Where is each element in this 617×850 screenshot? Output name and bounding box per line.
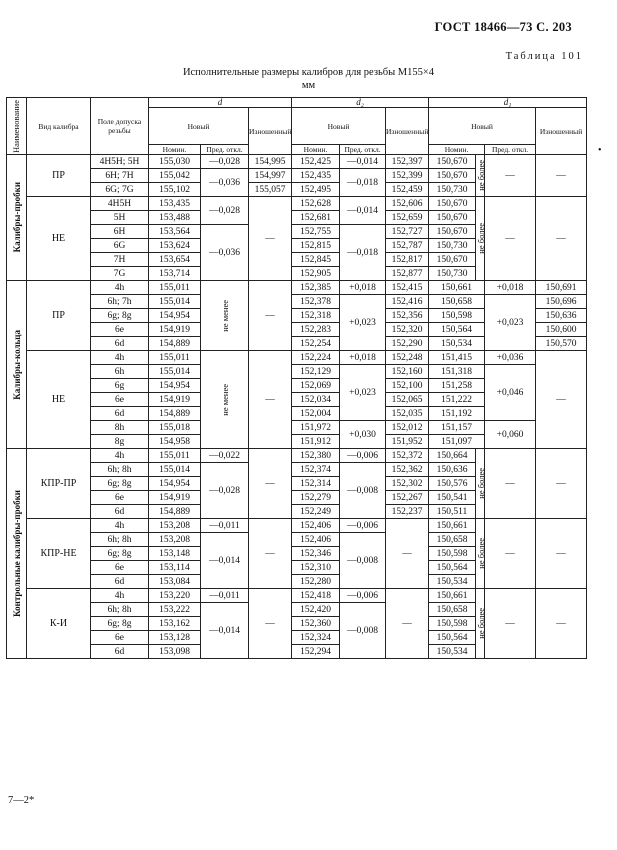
d2-lim-cell: —0,006 [340, 449, 386, 463]
tolerance-cell: 8h [91, 421, 149, 435]
d2-lim-cell: —0,008 [340, 603, 386, 659]
section-label: Контрольные калибры-пробки [11, 490, 22, 617]
d2-nom-cell: 152,314 [292, 477, 340, 491]
dash-cell: — [536, 589, 587, 659]
tolerance-cell: 4h [91, 449, 149, 463]
d2-lim-cell: —0,018 [340, 169, 386, 197]
d1-nom-cell: 150,670 [429, 169, 476, 183]
col-d2-header: d₂ [292, 98, 429, 108]
d2-worn-cell: 152,267 [386, 491, 429, 505]
d2-worn-cell: 152,320 [386, 323, 429, 337]
d1-nom-cell: 150,511 [429, 505, 476, 519]
dash-cell: — [249, 449, 292, 519]
page-footer: 7—2* [8, 795, 35, 806]
d-nom-cell: 153,488 [149, 211, 201, 225]
col-tolerance-header: Поле допуска резьбы [91, 98, 149, 155]
d2-worn-cell: 152,362 [386, 463, 429, 477]
note-not-more: не более [476, 223, 487, 254]
d2-worn-cell: 152,356 [386, 309, 429, 323]
d-nom-cell: 154,919 [149, 323, 201, 337]
table-row [7, 421, 587, 435]
d2-lim-cell: +0,018 [340, 351, 386, 365]
d2-nom-cell: 152,310 [292, 561, 340, 575]
d2-nom-cell: 152,004 [292, 407, 340, 421]
title-units: мм [301, 80, 316, 91]
d1-worn-cell: 150,696 [536, 295, 587, 309]
d1-lim-cell: +0,046 [485, 365, 536, 421]
gauge-kind: НЕ [27, 197, 91, 281]
d1-nom-cell: 151,222 [429, 393, 485, 407]
dash-cell: — [536, 197, 587, 281]
d2-nom-cell: 152,905 [292, 267, 340, 281]
tolerance-cell: 6G; 7G [91, 183, 149, 197]
d2-worn-cell: 152,100 [386, 379, 429, 393]
gauge-kind: ПР [27, 155, 91, 197]
d2-nom-cell: 152,294 [292, 645, 340, 659]
d2-worn-cell: 152,416 [386, 295, 429, 309]
dash-cell: — [386, 519, 429, 589]
d1-worn-cell: 150,570 [536, 337, 587, 351]
d2-nom-cell: 152,495 [292, 183, 340, 197]
dash-cell: — [536, 351, 587, 449]
table-row [7, 519, 587, 533]
d2-lim-cell: +0,023 [340, 365, 386, 421]
d2-nom-cell: 152,249 [292, 505, 340, 519]
title-line: Исполнительные размеры калибров для резьбы М155×4 [182, 67, 435, 78]
table-title [0, 66, 617, 92]
d2-nom-cell: 152,360 [292, 617, 340, 631]
d-nom-cell: 155,018 [149, 421, 201, 435]
d-nom-cell: 153,208 [149, 519, 201, 533]
d1-nom-cell: 150,541 [429, 491, 476, 505]
d2-nom-cell: 152,034 [292, 393, 340, 407]
d-nom-cell: 154,889 [149, 407, 201, 421]
dash-cell: — [249, 519, 292, 589]
d2-nom-cell: 152,815 [292, 239, 340, 253]
section-label: Калибры-пробки [11, 182, 22, 253]
note-not-more: не более [476, 160, 487, 191]
d-nom-cell: 153,435 [149, 197, 201, 211]
d1-nom-cell: 150,670 [429, 225, 476, 239]
tolerance-cell: 6e [91, 323, 149, 337]
d-lim-cell: —0,014 [201, 603, 249, 659]
d-nom-cell: 154,919 [149, 393, 201, 407]
d1-worn-cell: 150,691 [536, 281, 587, 295]
d2-worn-cell: 152,459 [386, 183, 429, 197]
d2-lim-cell: —0,014 [340, 197, 386, 225]
tolerance-cell: 5H [91, 211, 149, 225]
d1-new-header: Новый [429, 108, 536, 145]
d2-worn-cell: 152,237 [386, 505, 429, 519]
d2-worn-cell: 152,302 [386, 477, 429, 491]
tolerance-cell: 6d [91, 505, 149, 519]
d2-nom-cell: 152,280 [292, 575, 340, 589]
d-nom-cell: 155,011 [149, 281, 201, 295]
d1-nom-cell: 150,636 [429, 463, 476, 477]
tolerance-cell: 6H; 7H [91, 169, 149, 183]
d1-nom-cell: 151,258 [429, 379, 485, 393]
d-nom-cell: 153,222 [149, 603, 201, 617]
tolerance-cell: 8g [91, 435, 149, 449]
d2-nom-cell: 152,324 [292, 631, 340, 645]
d2-nom-cell: 152,845 [292, 253, 340, 267]
d-lim-cell: —0,022 [201, 449, 249, 463]
d2-nom-cell: 152,380 [292, 449, 340, 463]
dash-cell: — [536, 449, 587, 519]
d-nom-cell: 155,030 [149, 155, 201, 169]
d-lim-header: Пред. откл. [201, 145, 249, 155]
d-nom-cell: 153,654 [149, 253, 201, 267]
d-nom-cell: 153,208 [149, 533, 201, 547]
d2-worn-cell: 152,160 [386, 365, 429, 379]
d-nom-cell: 154,958 [149, 435, 201, 449]
d1-nom-cell: 150,598 [429, 547, 476, 561]
d2-lim-cell: —0,008 [340, 463, 386, 519]
d-nom-cell: 155,102 [149, 183, 201, 197]
d1-nom-cell: 150,661 [429, 281, 485, 295]
note-not-less: не менее [219, 299, 230, 332]
d2-worn-cell: 152,606 [386, 197, 429, 211]
table-row [7, 589, 587, 603]
d-lim-cell: —0,011 [201, 589, 249, 603]
d2-worn-cell: 152,415 [386, 281, 429, 295]
tolerance-cell: 4h [91, 351, 149, 365]
d2-worn-cell: 152,817 [386, 253, 429, 267]
d-nom-cell: 153,220 [149, 589, 201, 603]
d2-nom-cell: 152,418 [292, 589, 340, 603]
d-nom-cell: 153,714 [149, 267, 201, 281]
d1-nom-cell: 150,730 [429, 183, 476, 197]
d-nom-cell: 153,084 [149, 575, 201, 589]
d1-lim-cell: +0,023 [485, 295, 536, 351]
d1-nom-cell: 150,658 [429, 533, 476, 547]
d2-worn-cell: 152,727 [386, 225, 429, 239]
tolerance-cell: 6d [91, 407, 149, 421]
d-nom-cell: 155,042 [149, 169, 201, 183]
tolerance-cell: 6g [91, 379, 149, 393]
d2-nom-cell: 152,628 [292, 197, 340, 211]
d-nom-header: Номин. [149, 145, 201, 155]
d-lim-cell: —0,036 [201, 169, 249, 197]
d-worn-cell: 154,995 [249, 155, 292, 169]
d-lim-cell: —0,011 [201, 519, 249, 533]
d2-worn-cell: 152,065 [386, 393, 429, 407]
d-nom-cell: 155,011 [149, 351, 201, 365]
d1-nom-cell: 150,661 [429, 589, 476, 603]
d1-lim-header: Пред. откл. [485, 145, 536, 155]
tolerance-cell: 6H [91, 225, 149, 239]
d2-new-header: Новый [292, 108, 386, 145]
d1-nom-cell: 150,598 [429, 309, 485, 323]
d-worn-cell: 154,997 [249, 169, 292, 183]
d2-worn-cell: 152,659 [386, 211, 429, 225]
d-nom-cell: 154,954 [149, 477, 201, 491]
tolerance-cell: 6e [91, 561, 149, 575]
d2-nom-cell: 152,406 [292, 519, 340, 533]
note-not-less: не менее [219, 383, 230, 416]
d2-nom-cell: 152,254 [292, 337, 340, 351]
d-nom-cell: 154,954 [149, 379, 201, 393]
d2-nom-cell: 152,406 [292, 533, 340, 547]
d1-nom-cell: 150,564 [429, 323, 485, 337]
d-lim-cell: —0,028 [201, 463, 249, 519]
d2-nom-cell: 152,385 [292, 281, 340, 295]
tolerance-cell: 4H5H [91, 197, 149, 211]
d1-nom-cell: 150,670 [429, 211, 476, 225]
d1-nom-cell: 151,157 [429, 421, 485, 435]
note-not-more: не более [476, 608, 487, 639]
tolerance-cell: 4h [91, 519, 149, 533]
d-nom-cell: 154,889 [149, 337, 201, 351]
d1-nom-cell: 151,097 [429, 435, 485, 449]
d1-lim-cell: +0,060 [485, 421, 536, 449]
dash-cell: — [485, 519, 536, 589]
d1-nom-cell: 150,670 [429, 253, 476, 267]
dash-cell: — [249, 589, 292, 659]
table-row [7, 155, 587, 169]
d-worn-header: Изношенный [249, 108, 292, 155]
d-worn-cell: 155,057 [249, 183, 292, 197]
d-nom-cell: 153,162 [149, 617, 201, 631]
tolerance-cell: 6h [91, 365, 149, 379]
dash-cell: — [536, 519, 587, 589]
d2-lim-cell: —0,008 [340, 533, 386, 589]
d-new-header: Новый [149, 108, 249, 145]
tolerance-cell: 7G [91, 267, 149, 281]
d-nom-cell: 153,098 [149, 645, 201, 659]
tolerance-cell: 6d [91, 575, 149, 589]
d2-nom-cell: 152,318 [292, 309, 340, 323]
d-nom-cell: 153,114 [149, 561, 201, 575]
d1-nom-cell: 150,730 [429, 267, 476, 281]
tolerance-cell: 6g; 8g [91, 477, 149, 491]
section-label: Калибры-кольца [11, 329, 22, 400]
d-lim-cell: —0,014 [201, 533, 249, 589]
d2-worn-header: Изношенный [386, 108, 429, 155]
col-name-header: Наименование [11, 99, 21, 153]
table-row [7, 351, 587, 365]
d-nom-cell: 153,148 [149, 547, 201, 561]
d1-lim-cell: +0,018 [485, 281, 536, 295]
dash-cell: — [536, 155, 587, 197]
tolerance-cell: 6g; 8g [91, 617, 149, 631]
tolerance-cell: 6e [91, 393, 149, 407]
d2-nom-cell: 152,374 [292, 463, 340, 477]
col-kind-header: Вид калибра [27, 98, 91, 155]
d-nom-cell: 153,624 [149, 239, 201, 253]
d2-worn-cell: 152,399 [386, 169, 429, 183]
d-nom-cell: 155,011 [149, 449, 201, 463]
tolerance-cell: 4h [91, 281, 149, 295]
table-row [7, 449, 587, 463]
d1-nom-cell: 150,534 [429, 645, 476, 659]
d1-nom-cell: 150,576 [429, 477, 476, 491]
d2-worn-cell: 152,877 [386, 267, 429, 281]
d-nom-cell: 154,954 [149, 309, 201, 323]
d-lim-cell: —0,036 [201, 225, 249, 281]
d1-nom-cell: 150,661 [429, 519, 476, 533]
tolerance-cell: 6d [91, 645, 149, 659]
d1-nom-cell: 150,664 [429, 449, 476, 463]
col-d1-header: d₁ [429, 98, 587, 108]
gauge-kind: КПР-ПР [27, 449, 91, 519]
table-row [7, 365, 587, 379]
dash-cell: — [249, 351, 292, 449]
dash-cell: — [485, 589, 536, 659]
tolerance-cell: 6h; 8h [91, 463, 149, 477]
d2-nom-cell: 152,425 [292, 155, 340, 169]
d-nom-cell: 155,014 [149, 365, 201, 379]
d2-nom-cell: 152,283 [292, 323, 340, 337]
d1-worn-cell: 150,636 [536, 309, 587, 323]
d1-nom-cell: 150,534 [429, 575, 476, 589]
d1-nom-cell: 151,318 [429, 365, 485, 379]
d1-nom-cell: 150,534 [429, 337, 485, 351]
note-not-more: не более [476, 468, 487, 499]
tolerance-cell: 6h; 8h [91, 533, 149, 547]
d2-nom-cell: 152,435 [292, 169, 340, 183]
d2-nom-cell: 151,972 [292, 421, 340, 435]
tolerance-cell: 6g; 8g [91, 309, 149, 323]
d2-nom-cell: 152,755 [292, 225, 340, 239]
d-nom-cell: 155,014 [149, 463, 201, 477]
d1-nom-cell: 150,730 [429, 239, 476, 253]
table-row [7, 197, 587, 211]
d1-nom-cell: 150,564 [429, 561, 476, 575]
note-not-more: не более [476, 538, 487, 569]
table-row [7, 295, 587, 309]
calibre-table [6, 97, 587, 659]
d1-nom-cell: 150,658 [429, 295, 485, 309]
d2-nom-cell: 151,912 [292, 435, 340, 449]
d2-lim-header: Пред. откл. [340, 145, 386, 155]
d2-worn-cell: 152,012 [386, 421, 429, 435]
d1-nom-cell: 150,670 [429, 155, 476, 169]
col-d-header: d [149, 98, 292, 108]
d1-nom-cell: 151,415 [429, 351, 485, 365]
d2-worn-cell: 152,035 [386, 407, 429, 421]
tolerance-cell: 6e [91, 631, 149, 645]
d2-worn-cell: 151,952 [386, 435, 429, 449]
d2-nom-cell: 152,420 [292, 603, 340, 617]
table-number: Таблица 101 [505, 51, 583, 62]
d2-nom-cell: 152,129 [292, 365, 340, 379]
dash-cell: — [485, 449, 536, 519]
d2-nom-cell: 152,279 [292, 491, 340, 505]
d-nom-cell: 154,889 [149, 505, 201, 519]
d2-lim-cell: —0,018 [340, 225, 386, 281]
dash-cell: — [249, 197, 292, 281]
d1-nom-cell: 150,598 [429, 617, 476, 631]
d-lim-cell: —0,028 [201, 155, 249, 169]
dash-cell: — [485, 155, 536, 197]
tolerance-cell: 4h [91, 589, 149, 603]
tolerance-cell: 6e [91, 491, 149, 505]
tolerance-cell: 4H5H; 5H [91, 155, 149, 169]
page-header: ГОСТ 18466—73 С. 203 [434, 20, 572, 34]
d2-nom-cell: 152,378 [292, 295, 340, 309]
gauge-kind: КПР-НЕ [27, 519, 91, 589]
d2-nom-cell: 152,069 [292, 379, 340, 393]
table-row [7, 281, 587, 295]
tolerance-cell: 7H [91, 253, 149, 267]
gauge-kind: НЕ [27, 351, 91, 449]
d1-nom-cell: 151,192 [429, 407, 485, 421]
d1-nom-cell: 150,658 [429, 603, 476, 617]
d1-worn-header: Изношенный [536, 108, 587, 155]
d1-nom-cell: 150,564 [429, 631, 476, 645]
dash-cell: — [386, 589, 429, 659]
d2-lim-cell: +0,018 [340, 281, 386, 295]
d2-lim-cell: —0,014 [340, 155, 386, 169]
margin-mark: • [598, 145, 602, 156]
d2-lim-cell: +0,030 [340, 421, 386, 449]
d-nom-cell: 153,128 [149, 631, 201, 645]
d-nom-cell: 153,564 [149, 225, 201, 239]
gauge-kind: ПР [27, 281, 91, 351]
d-lim-cell: —0,028 [201, 197, 249, 225]
d2-nom-header: Номин. [292, 145, 340, 155]
tolerance-cell: 6d [91, 337, 149, 351]
d-nom-cell: 155,014 [149, 295, 201, 309]
d2-worn-cell: 152,290 [386, 337, 429, 351]
d2-worn-cell: 152,397 [386, 155, 429, 169]
tolerance-cell: 6G [91, 239, 149, 253]
d2-worn-cell: 152,787 [386, 239, 429, 253]
d2-lim-cell: +0,023 [340, 295, 386, 351]
d2-worn-cell: 152,372 [386, 449, 429, 463]
dash-cell: — [485, 197, 536, 281]
d2-nom-cell: 152,681 [292, 211, 340, 225]
tolerance-cell: 6h; 7h [91, 295, 149, 309]
dash-cell: — [249, 281, 292, 351]
tolerance-cell: 6h; 8h [91, 603, 149, 617]
gauge-kind: К-И [27, 589, 91, 659]
d2-worn-cell: 152,248 [386, 351, 429, 365]
d1-worn-cell: 150,600 [536, 323, 587, 337]
d1-lim-cell: +0,036 [485, 351, 536, 365]
tolerance-cell: 6g; 8g [91, 547, 149, 561]
d2-nom-cell: 152,224 [292, 351, 340, 365]
d2-lim-cell: —0,006 [340, 589, 386, 603]
d2-lim-cell: —0,006 [340, 519, 386, 533]
d2-nom-cell: 152,346 [292, 547, 340, 561]
d1-nom-header: Номин. [429, 145, 485, 155]
d-nom-cell: 154,919 [149, 491, 201, 505]
d1-nom-cell: 150,670 [429, 197, 476, 211]
